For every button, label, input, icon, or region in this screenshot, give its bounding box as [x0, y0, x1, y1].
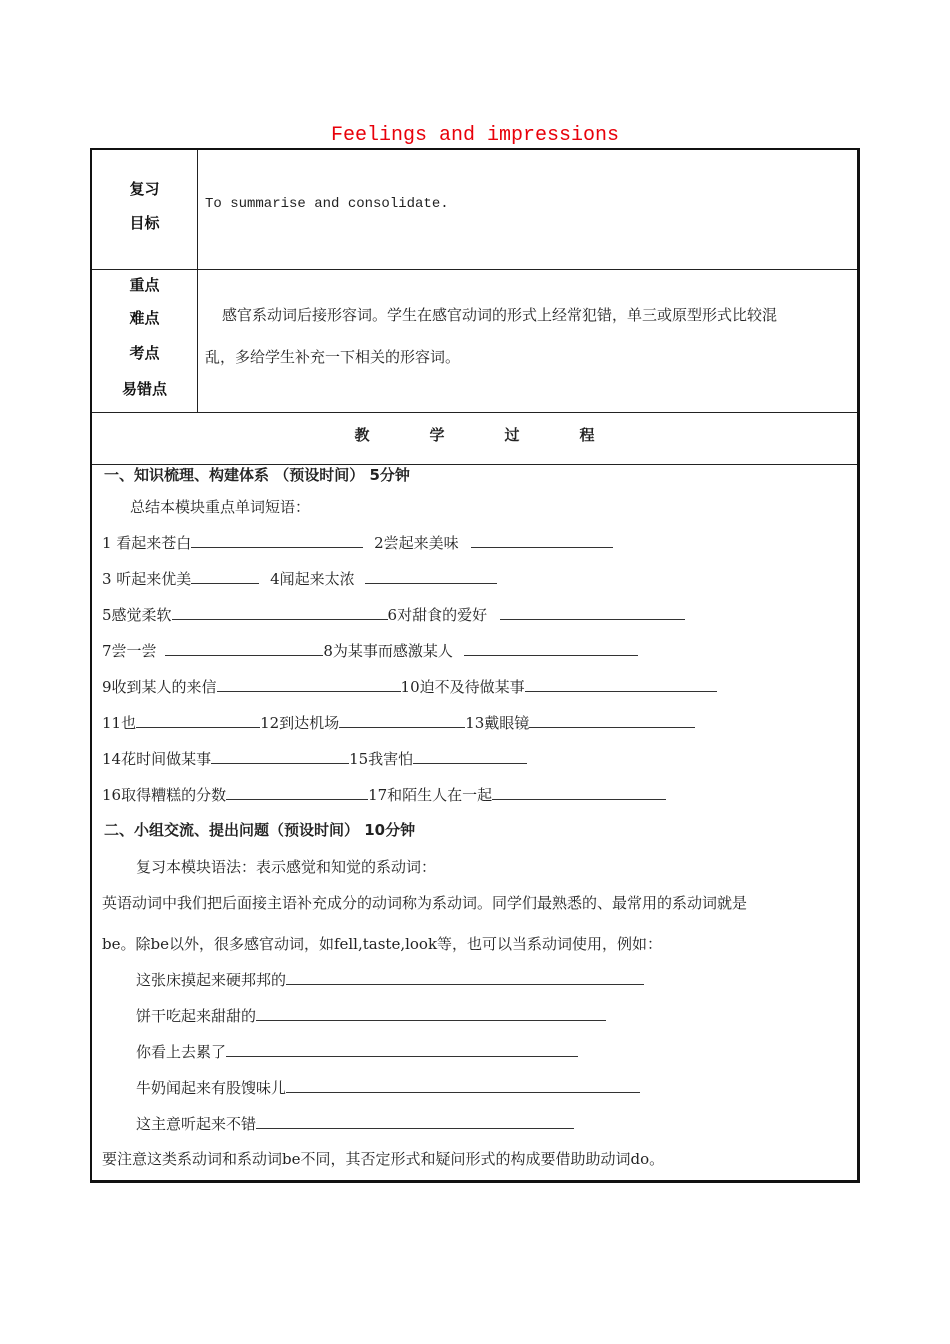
answer-blank[interactable] — [226, 785, 368, 800]
answer-blank[interactable] — [471, 533, 613, 548]
section2-heading: 二、小组交流、提出问题（预设时间） 10分钟 — [104, 821, 416, 839]
vocab-row — [102, 640, 638, 661]
vocab-item: 9收到某人的来信 — [102, 678, 217, 696]
answer-blank[interactable] — [172, 605, 388, 620]
example-sentence: 你看上去累了 — [136, 1043, 227, 1061]
vocab-item: 5感觉柔软 — [102, 606, 172, 624]
vocab-row — [102, 532, 613, 553]
answer-blank[interactable] — [286, 1078, 640, 1093]
vocab-row — [102, 712, 695, 733]
section2-para-2: be。除be以外，很多感官动词，如fell,taste,look等，也可以当系动词使用，例如： — [102, 935, 663, 953]
key-points-label-2: 难点 — [129, 309, 160, 327]
example-sentence: 这主意听起来不错 — [136, 1115, 257, 1133]
section2-intro: 复习本模块语法：表示感觉和知觉的系动词： — [136, 858, 437, 876]
vocab-row — [102, 568, 497, 589]
review-goal-label-2: 目标 — [129, 214, 160, 232]
vocab-item: 8为某事而感激某人 — [323, 642, 453, 660]
page-title: Feelings and impressions — [330, 124, 620, 147]
row-divider — [92, 269, 857, 270]
vocab-row — [102, 676, 717, 697]
example-sentence: 这张床摸起来硬邦邦的 — [136, 971, 287, 989]
vocab-row — [102, 604, 685, 625]
answer-blank[interactable] — [413, 749, 527, 764]
vocab-item: 10迫不及待做某事 — [400, 678, 525, 696]
column-divider — [197, 150, 198, 412]
vocab-item: 17和陌生人在一起 — [368, 786, 493, 804]
section2-para-1: 英语动词中我们把后面接主语补充成分的动词称为系动词。同学们最熟悉的、最常用的系动词就是 — [102, 894, 748, 912]
answer-blank[interactable] — [211, 749, 349, 764]
key-points-label-1: 重点 — [129, 276, 160, 294]
example-row — [136, 1113, 574, 1134]
section1-intro: 总结本模块重点单词短语： — [130, 498, 311, 516]
answer-blank[interactable] — [339, 713, 465, 728]
process-char: 教 — [354, 426, 370, 444]
vocab-item: 12到达机场 — [260, 714, 340, 732]
key-points-line-1: 感官系动词后接形容词。学生在感官动词的形式上经常犯错，单三或原型形式比较混 — [222, 306, 778, 324]
answer-blank[interactable] — [165, 641, 323, 656]
answer-blank[interactable] — [217, 677, 401, 692]
answer-blank[interactable] — [226, 1042, 578, 1057]
key-points-label-4: 易错点 — [121, 380, 167, 398]
answer-blank[interactable] — [525, 677, 717, 692]
answer-blank[interactable] — [529, 713, 695, 728]
answer-blank[interactable] — [136, 713, 260, 728]
vocab-row — [102, 748, 527, 769]
key-points-label-3: 考点 — [129, 344, 160, 362]
vocab-item: 16取得糟糕的分数 — [102, 786, 227, 804]
process-header — [92, 424, 857, 445]
lesson-table — [90, 148, 860, 1183]
section2-note: 要注意这类系动词和系动词be不同，其否定形式和疑问形式的构成要借助助动词do。 — [102, 1150, 665, 1168]
answer-blank[interactable] — [500, 605, 685, 620]
example-sentence: 饼干吃起来甜甜的 — [136, 1007, 257, 1025]
example-row — [136, 1005, 606, 1026]
answer-blank[interactable] — [492, 785, 666, 800]
example-row — [136, 969, 644, 990]
vocab-item: 2尝起来美味 — [374, 534, 459, 552]
example-row — [136, 1041, 578, 1062]
vocab-item: 1 看起来苍白 — [102, 534, 192, 552]
vocab-item: 3 听起来优美 — [102, 570, 192, 588]
example-sentence: 牛奶闻起来有股馊味儿 — [136, 1079, 287, 1097]
answer-blank[interactable] — [256, 1006, 606, 1021]
example-row — [136, 1077, 640, 1098]
vocab-item: 13戴眼镜 — [465, 714, 530, 732]
vocab-item: 14花时间做某事 — [102, 750, 212, 768]
row-divider — [92, 412, 857, 413]
vocab-item: 15我害怕 — [349, 750, 414, 768]
answer-blank[interactable] — [365, 569, 497, 584]
vocab-item: 4闻起来太浓 — [270, 570, 355, 588]
process-char: 程 — [579, 426, 595, 444]
review-goal-text: To summarise and consolidate. — [205, 196, 449, 212]
vocab-item: 6对甜食的爱好 — [387, 606, 488, 624]
key-points-line-2: 乱，多给学生补充一下相关的形容词。 — [205, 348, 461, 366]
vocab-item: 11也 — [102, 714, 137, 732]
answer-blank[interactable] — [256, 1114, 574, 1129]
vocab-item: 7尝一尝 — [102, 642, 157, 660]
process-char: 过 — [504, 426, 520, 444]
answer-blank[interactable] — [191, 533, 363, 548]
vocab-row — [102, 784, 666, 805]
answer-blank[interactable] — [286, 970, 644, 985]
answer-blank[interactable] — [464, 641, 638, 656]
review-goal-label-1: 复习 — [129, 180, 160, 198]
section1-heading: 一、知识梳理、构建体系 （预设时间） 5分钟 — [104, 466, 410, 484]
answer-blank[interactable] — [191, 569, 259, 584]
process-char: 学 — [429, 426, 445, 444]
